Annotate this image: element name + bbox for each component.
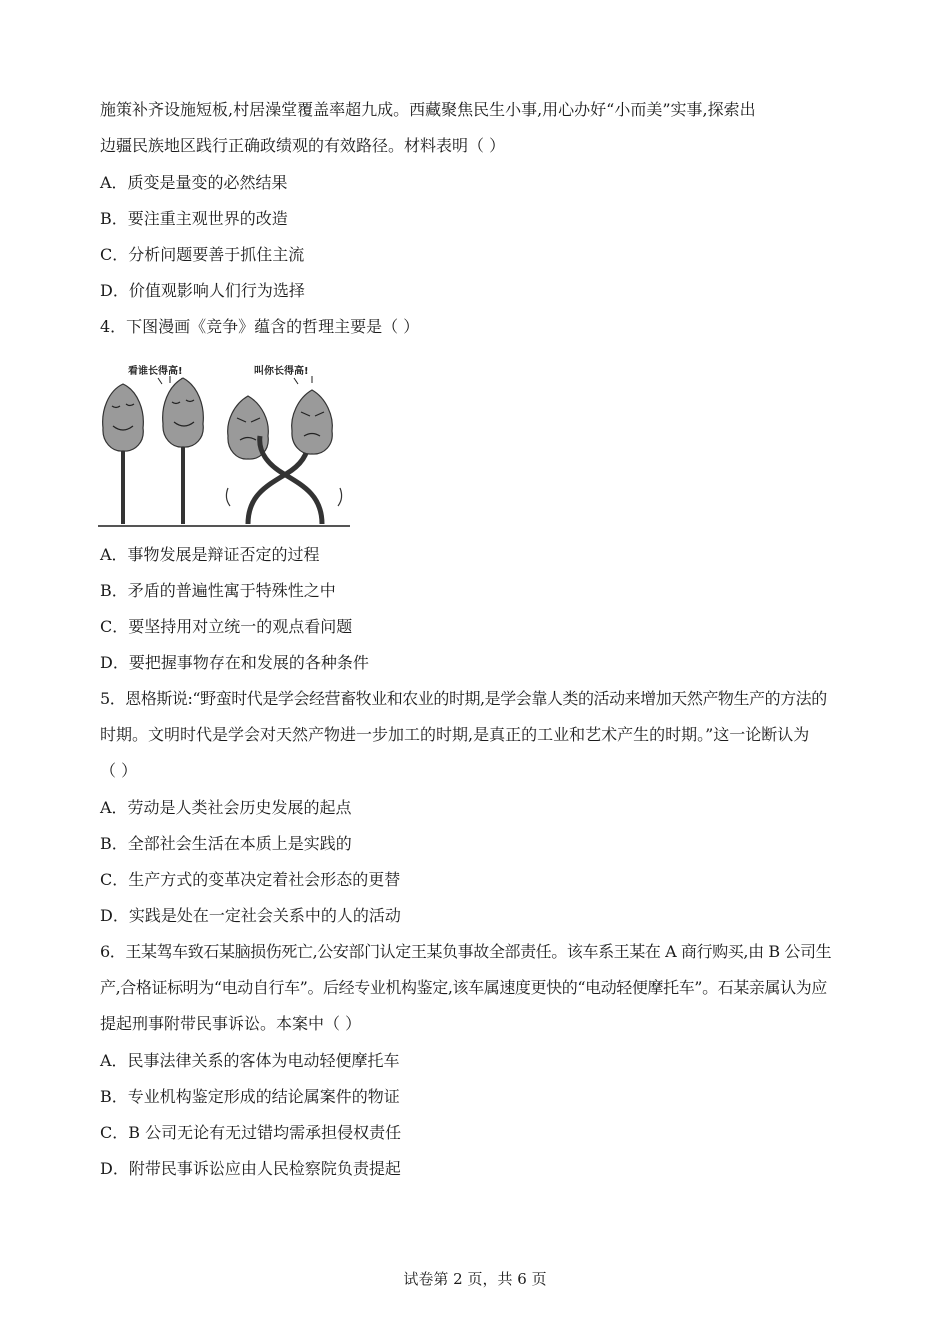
q6-stem-line-1: 6．王某驾车致石某脑损伤死亡,公安部门认定王某负事故全部责任。该车系王某在 A 商行购买,由 B 公司生 (100, 942, 832, 961)
q3-option-a: A．质变是量变的必然结果 (100, 173, 288, 192)
competition-comic (98, 356, 350, 528)
tree-left-2 (163, 378, 204, 524)
q4-option-d: D．要把握事物存在和发展的各种条件 (100, 653, 369, 672)
q3-stem-line-2: 边疆民族地区践行正确政绩观的有效路径。材料表明（ ） (100, 136, 506, 155)
q4-option-a: A．事物发展是辩证否定的过程 (100, 545, 320, 564)
page-footer: 试卷第 2 页，共 6 页 (403, 1270, 547, 1288)
q5-stem-line-1: 5．恩格斯说:“野蛮时代是学会经营畜牧业和农业的时期,是学会靠人类的活动来增加天然产物生产的方法的 (100, 689, 827, 708)
q4-stem: 4．下图漫画《竞争》蕴含的哲理主要是（ ） (100, 317, 420, 336)
q4-option-b: B．矛盾的普遍性寓于特殊性之中 (100, 581, 336, 600)
q5-stem-line-2: 时期。文明时代是学会对天然产物进一步加工的时期,是真正的工业和艺术产生的时期。”这一论断认为 (100, 725, 810, 744)
comic-caption-left: 看谁长得高! (128, 366, 183, 377)
q6-option-d: D．附带民事诉讼应由人民检察院负责提起 (100, 1159, 401, 1178)
q6-option-c: C．B 公司无论有无过错均需承担侵权责任 (100, 1123, 402, 1142)
q6-stem-line-2: 产,合格证标明为“电动自行车”。后经专业机构鉴定,该车属速度更快的“电动轻便摩托车”。石某亲属认为应 (100, 978, 827, 997)
q5-option-d: D．实践是处在一定社会关系中的人的活动 (100, 906, 401, 925)
q6-option-b: B．专业机构鉴定形成的结论属案件的物证 (100, 1087, 400, 1106)
q5-option-b: B．全部社会生活在本质上是实践的 (100, 834, 352, 853)
tree-right-2 (260, 390, 333, 524)
comic-caption-right: 叫你长得高! (254, 366, 309, 377)
q3-option-d: D．价值观影响人们行为选择 (100, 281, 305, 300)
q6-stem-line-3: 提起刑事附带民事诉讼。本案中（ ） (100, 1014, 362, 1033)
q5-option-a: A．劳动是人类社会历史发展的起点 (100, 798, 352, 817)
q5-stem-line-3: （ ） (100, 761, 138, 780)
q3-stem-line-1: 施策补齐设施短板,村居澡堂覆盖率超九成。西藏聚焦民生小事,用心办好“小而美”实事,探索出 (100, 100, 756, 119)
q6-option-a: A．民事法律关系的客体为电动轻便摩托车 (100, 1051, 400, 1070)
q5-option-c: C．生产方式的变革决定着社会形态的更替 (100, 870, 401, 889)
q4-option-c: C．要坚持用对立统一的观点看问题 (100, 617, 353, 636)
tree-left-1 (103, 384, 144, 524)
q3-option-b: B．要注重主观世界的改造 (100, 209, 288, 228)
q3-option-c: C．分析问题要善于抓住主流 (100, 245, 305, 264)
